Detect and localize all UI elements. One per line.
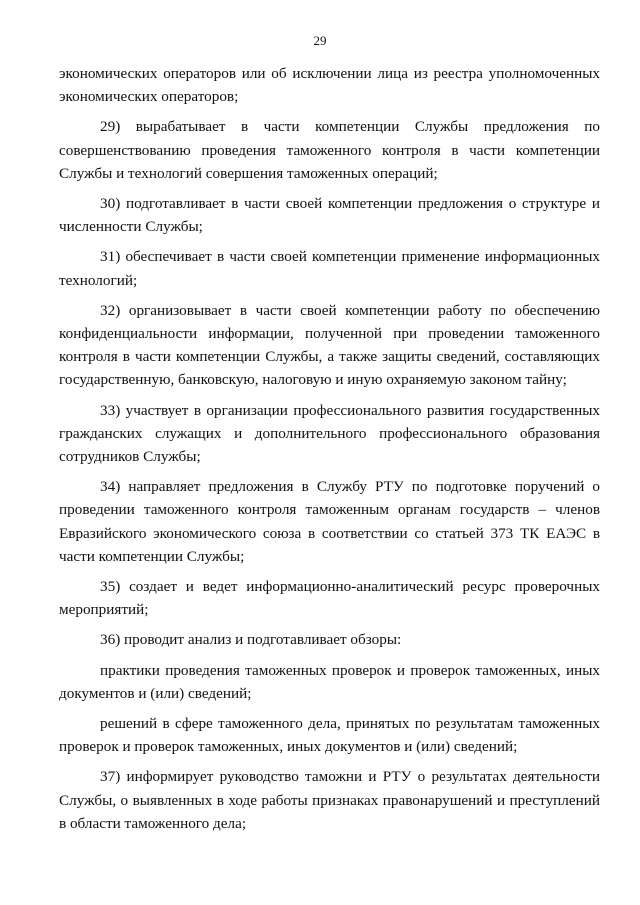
- paragraph-item-30: 30) подготавливает в части своей компетенции предложения о структуре и численности Службы;: [59, 195, 600, 236]
- paragraph-item-36: 36) проводит анализ и подготавливает обзоры:: [100, 631, 402, 649]
- paragraph-subitem-inspections: практики проведения таможенных проверок и проверок таможенных, иных документов и (или) сведений;: [59, 661, 600, 702]
- paragraph-item-34: 34) направляет предложения в Службу РТУ по подготовке поручений о проведении таможенного контроля таможенным органам государств – членов Евразийского экономического союза в соответствии со статьей 373 ТК ЕАЭС в части компетенции Службы;: [59, 478, 600, 565]
- paragraph-item-33: 33) участвует в организации профессионального развития государственных гражданских служащих и дополнительного профессионального образования сотрудников Службы;: [59, 401, 600, 466]
- page-number: 29: [313, 33, 327, 48]
- paragraph-item-35: 35) создает и ведет информационно-аналитический ресурс проверочных мероприятий;: [59, 578, 600, 619]
- paragraph-item-32: 32) организовывает в части своей компетенции работу по обеспечению конфиденциальности информации, полученной при проведении таможенного контроля в части компетенции Службы, а также защиты сведений, составляющих государственную, банковскую, налоговую и иную охраняемую законом тайну;: [59, 301, 600, 389]
- paragraph-continuation: экономических операторов или об исключении лица из реестра уполномоченных экономических операторов;: [59, 65, 600, 106]
- paragraph-item-37: 37) информирует руководство таможни и РТУ о результатах деятельности Службы, о выявленных в ходе работы признаках правонарушений и преступлений в области таможенного дела;: [59, 768, 600, 832]
- paragraph-subitem-decisions: решений в сфере таможенного дела, принятых по результатам таможенных проверок и проверок таможенных, иных документов и (или) сведений;: [59, 715, 600, 756]
- paragraph-item-31: 31) обеспечивает в части своей компетенции применение информационных технологий;: [59, 248, 600, 289]
- document-body: [59, 62, 600, 842]
- paragraph-item-29: 29) вырабатывает в части компетенции Службы предложения по совершенствованию проведения таможенного контроля в части компетенции Службы и технологий совершения таможенных операций;: [59, 118, 600, 182]
